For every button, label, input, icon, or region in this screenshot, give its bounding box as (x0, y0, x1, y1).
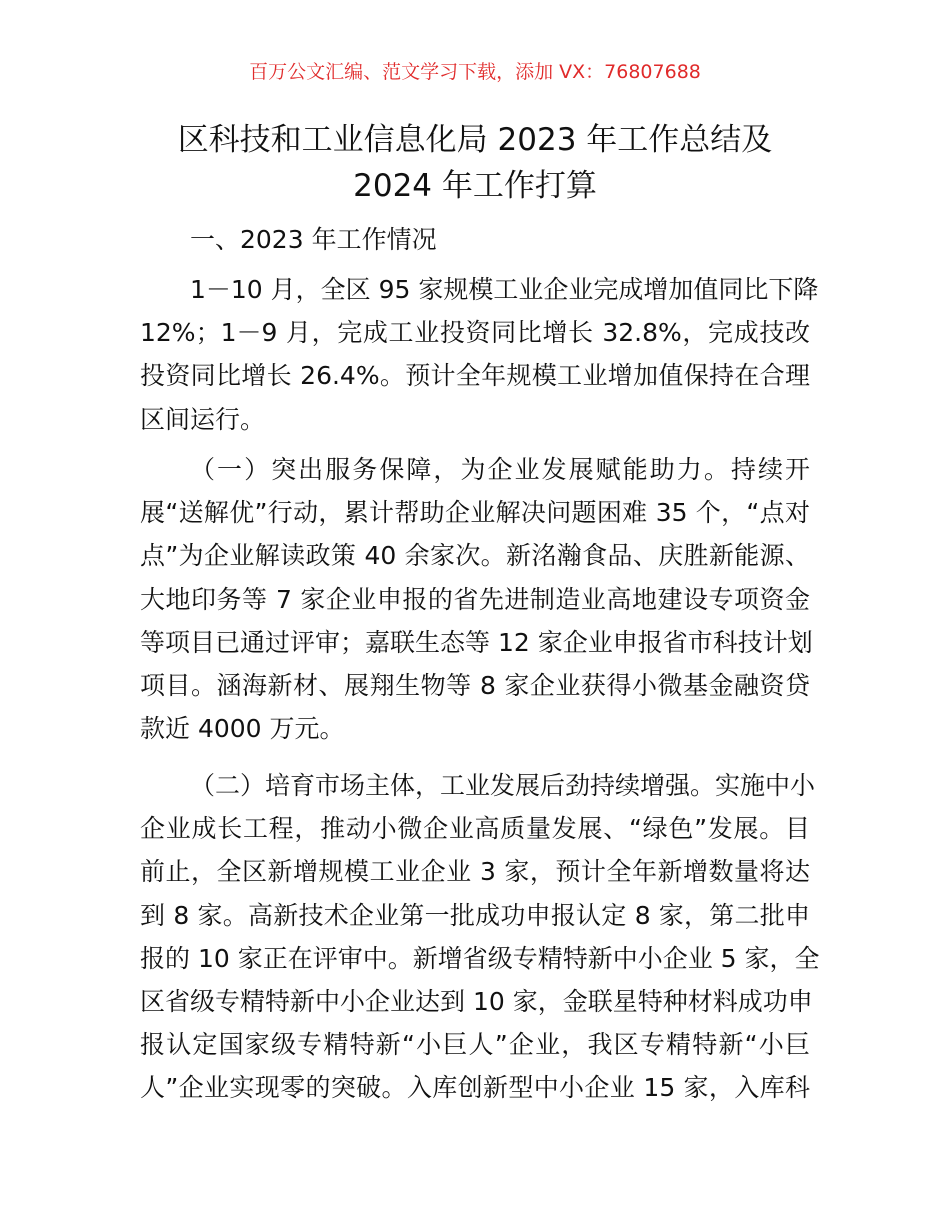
text-line: 等项目已通过评审；嘉联生态等 12 家企业申报省市科技计划 (140, 627, 813, 657)
paragraph-1 (140, 268, 819, 441)
text-line: 展“送解优”行动，累计帮助企业解决问题困难 35 个，“点对 (140, 498, 810, 528)
paragraph-2 (140, 448, 813, 750)
text-line: 12%；1－9 月，完成工业投资同比增长 32.8%，完成技改 (140, 318, 810, 348)
text-line: 前止，全区新增规模工业企业 3 家，预计全年新增数量将达 (140, 857, 810, 887)
document-title-line-1: 区科技和工业信息化局 2023 年工作总结及 (177, 122, 773, 158)
text-line: 人”企业实现零的突破。入库创新型中小企业 15 家，入库科 (140, 1073, 810, 1103)
text-line: 款近 4000 万元。 (140, 714, 345, 744)
text-line: 投资同比增长 26.4%。预计全年规模工业增加值保持在合理 (140, 361, 810, 391)
text-line: 到 8 家。高新技术企业第一批成功申报认定 8 家，第二批申 (140, 900, 810, 930)
text-line: 企业成长工程，推动小微企业高质量发展、“绿色”发展。目 (140, 814, 810, 844)
watermark-banner: 百万公文汇编、范文学习下载，添加 VX：76807688 (249, 61, 701, 83)
paragraph-3 (140, 764, 820, 1110)
text-line: （一）突出服务保障，为企业发展赋能助力。持续开 (190, 455, 810, 484)
text-line: 大地印务等 7 家企业申报的省先进制造业高地建设专项资金 (140, 584, 810, 614)
text-line: 区间运行。 (140, 404, 266, 434)
document-title-line-2: 2024 年工作打算 (353, 168, 597, 204)
text-line: 1－10 月，全区 95 家规模工业企业完成增加值同比下降 (190, 275, 819, 304)
section-heading: 一、2023 年工作情况 (190, 225, 437, 254)
text-line: 报的 10 家正在评审中。新增省级专精特新中小企业 5 家，全 (140, 943, 820, 973)
text-line: （二）培育市场主体，工业发展后劲持续增强。实施中小 (190, 771, 816, 800)
text-line: 报认定国家级专精特新“小巨人”企业，我区专精特新“小巨 (140, 1030, 810, 1060)
text-line: 区省级专精特新中小企业达到 10 家，金联星特种材料成功申 (140, 986, 813, 1016)
text-line: 项目。涵海新材、展翔生物等 8 家企业获得小微基金融资贷 (140, 670, 810, 700)
text-line: 点”为企业解读政策 40 余家次。新洺瀚食品、庆胜新能源、 (140, 541, 810, 571)
